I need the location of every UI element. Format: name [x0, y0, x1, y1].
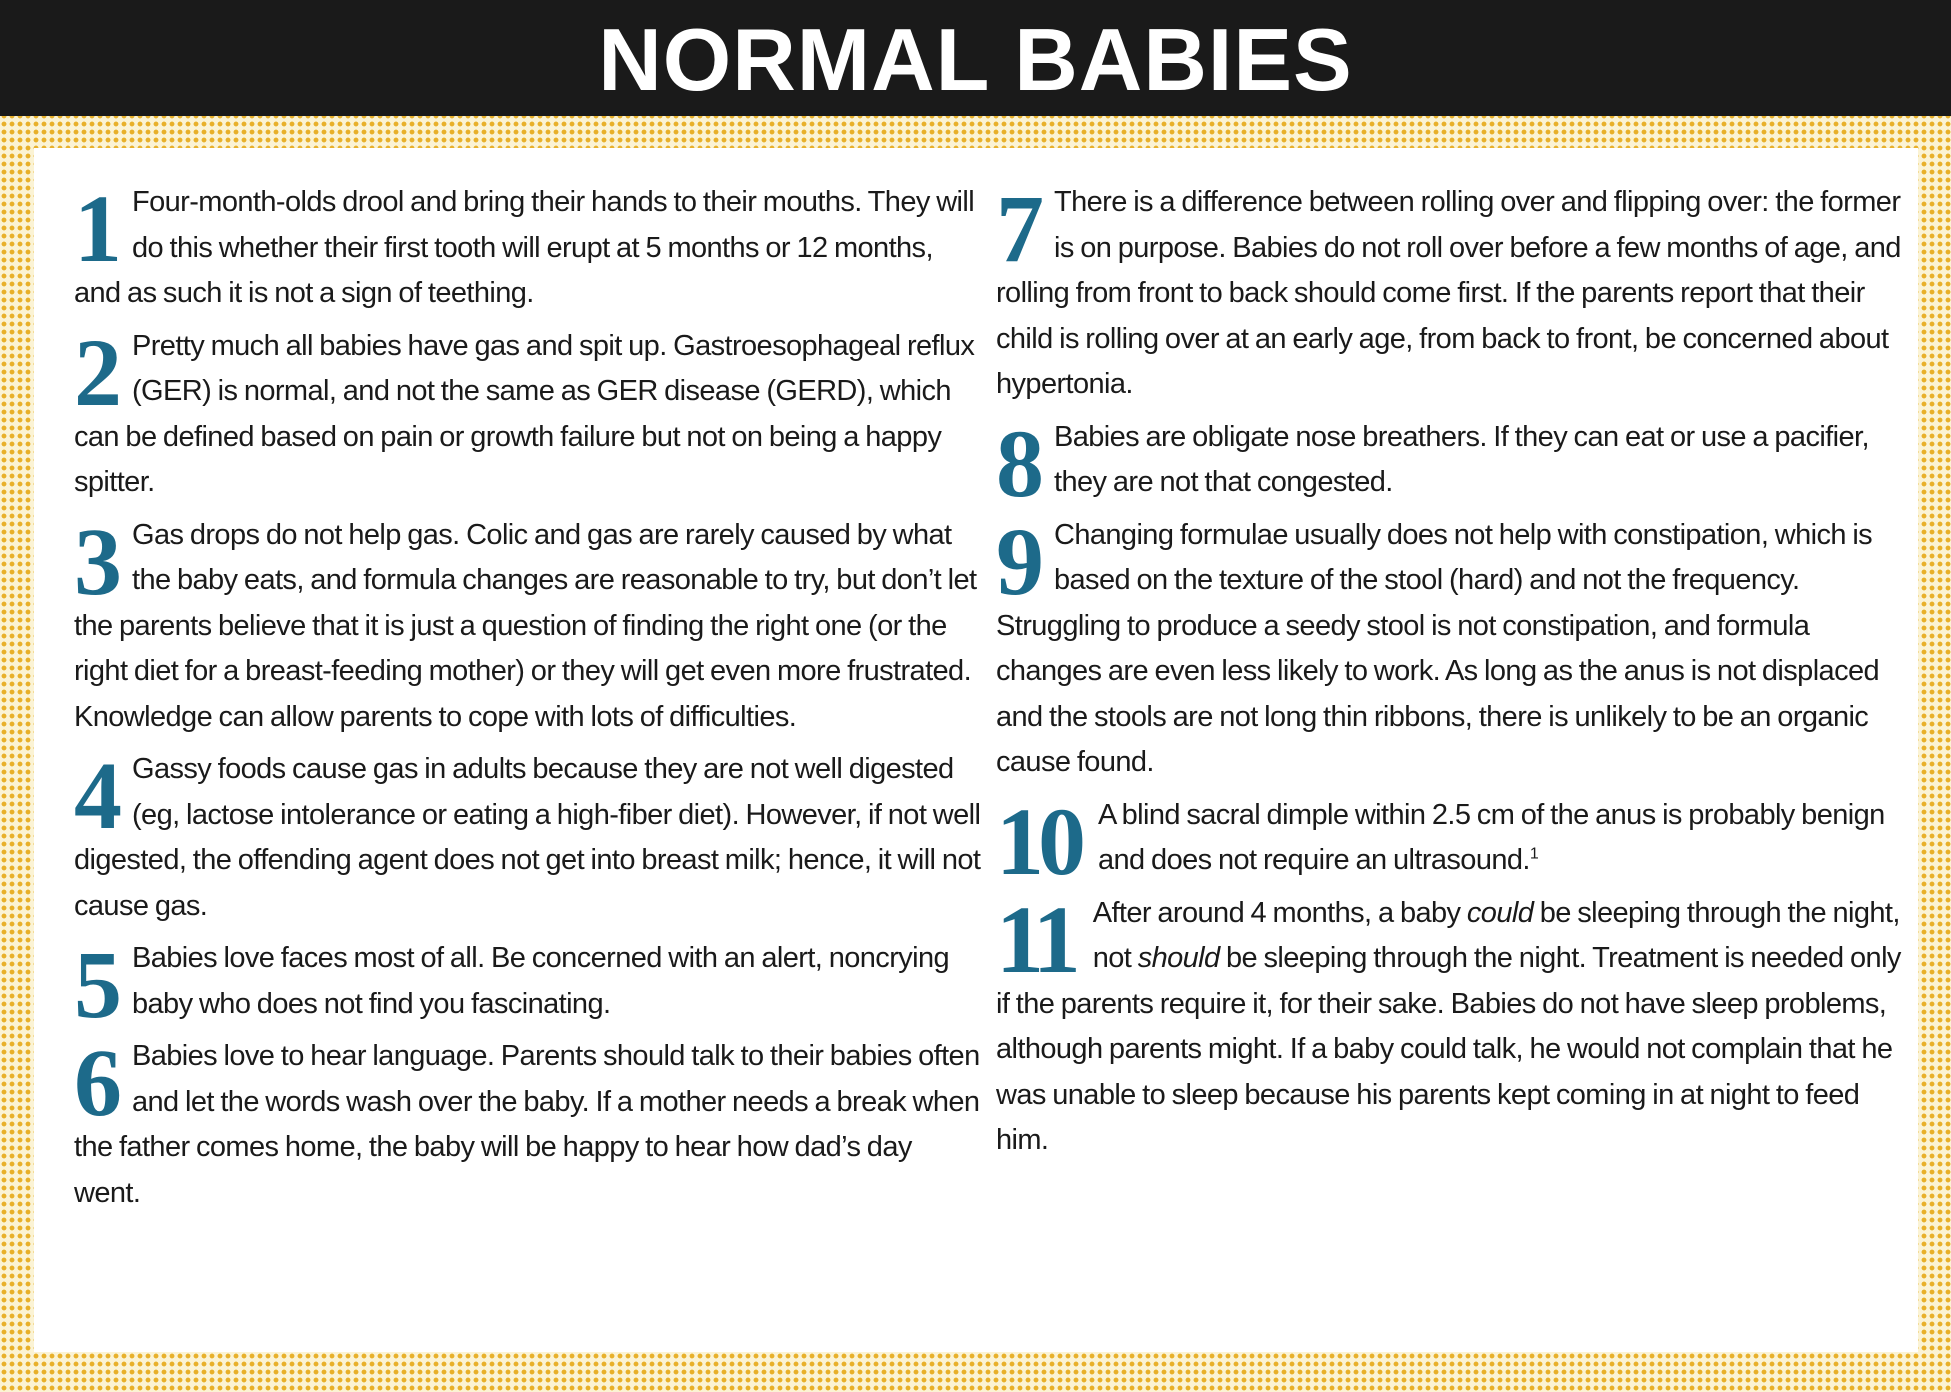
header-bar: [0, 0, 1951, 116]
tip-11: [996, 885, 1908, 1164]
tip-number: 7: [996, 175, 1042, 282]
tip-9: [996, 507, 1908, 786]
tip-text-part: be sleeping through the night. Treatment is needed only if the parents require it, for their sake. Babies do not have sleep problems, although parents might. If a baby could talk, he would not complain that he was unable to sleep because his parents kept coming in at night to feed him.: [996, 942, 1901, 1156]
tip-4: [74, 742, 984, 929]
tip-text-part: be sleeping through the night, not: [1092, 896, 1900, 974]
tip-8: [996, 409, 1908, 517]
tip-text: Gas drops do not help gas. Colic and gas are rarely caused by what the baby eats, and formula changes are reasonable to try, but don’t let the parents believe that it is just a question of finding the right one (or the right diet for a breast-feeding mother) or they will get even more frustrated. Knowledge can allow parents to cope with lots of difficulties.: [74, 518, 977, 733]
tip-number: 3: [74, 507, 120, 615]
tip-number: 8: [996, 409, 1042, 517]
tip-7: [996, 175, 1908, 408]
tip-text: Pretty much all babies have gas and spit up. Gastroesophageal reflux (GER) is normal, and not the same as GER disease (GERD), which can be defined based on pain or growth failure but not on being a happy spitter.: [74, 329, 975, 498]
tip-text: A blind sacral dimple within 2.5 cm of the anus is probably benign and does not require an ultrasound.: [1098, 798, 1885, 876]
page-title: NORMAL BABIES: [598, 10, 1353, 109]
tip-number: 4: [74, 742, 120, 849]
tip-10: [996, 787, 1908, 895]
tip-text: There is a difference between rolling over and flipping over: the former is on purpose. Babies do not roll over before a few months of age, and rolling from front to back should come first. If the parents report that their child is rolling over at an early age, from back to front, be concerned about hypertonia.: [996, 186, 1901, 400]
tip-text: Gassy foods cause gas in adults because they are not well digested (eg, lactose intolerance or eating a high-fiber diet). However, if not well digested, the offending agent does not get into breast milk; hence, it will not cause gas.: [74, 753, 981, 922]
right-column: [996, 175, 1908, 1171]
tip-2: [74, 318, 984, 506]
tip-6: [74, 1029, 984, 1216]
tip-number: 9: [996, 507, 1042, 615]
tip-text-emphasis: could: [1466, 896, 1534, 929]
tip-text: Babies love faces most of all. Be concerned with an alert, noncrying baby who does not find you fascinating.: [132, 942, 950, 1020]
tip-number: 5: [74, 931, 120, 1038]
tip-text: Four-month-olds drool and bring their hands to their mouths. They will do this whether their first tooth will erupt at 5 months or 12 months, and as such it is not a sign of teething.: [74, 186, 975, 309]
tip-number: 1: [74, 175, 120, 282]
tip-number: 6: [74, 1029, 120, 1136]
tip-number: 10: [996, 787, 1080, 895]
left-column: [74, 175, 984, 1223]
content-panel: [34, 148, 1918, 1352]
tip-number: 2: [74, 318, 120, 426]
tip-1: [74, 175, 984, 317]
tip-3: [74, 507, 984, 741]
tip-5: [74, 931, 984, 1038]
tip-text: Babies love to hear language. Parents should talk to their babies often and let the words wash over the baby. If a mother needs a break when the father comes home, the baby will be happy to hear how dad’s day went.: [74, 1040, 980, 1209]
citation-superscript: 1: [1529, 845, 1539, 863]
tip-number: 11: [996, 885, 1075, 993]
tip-text-part: After around 4 months, a baby: [1092, 896, 1467, 929]
tip-text: Babies are obligate nose breathers. If they can eat or use a pacifier, they are not that congested.: [1054, 420, 1869, 498]
tip-text: Changing formulae usually does not help with constipation, which is based on the texture of the stool (hard) and not the frequency. Struggling to produce a seedy stool is not constipation, and formula changes are even less likely to work. As long as the anus is not displaced and the stools are not long thin ribbons, there is unlikely to be an organic cause found.: [996, 518, 1880, 778]
tip-text-emphasis: should: [1137, 942, 1220, 974]
